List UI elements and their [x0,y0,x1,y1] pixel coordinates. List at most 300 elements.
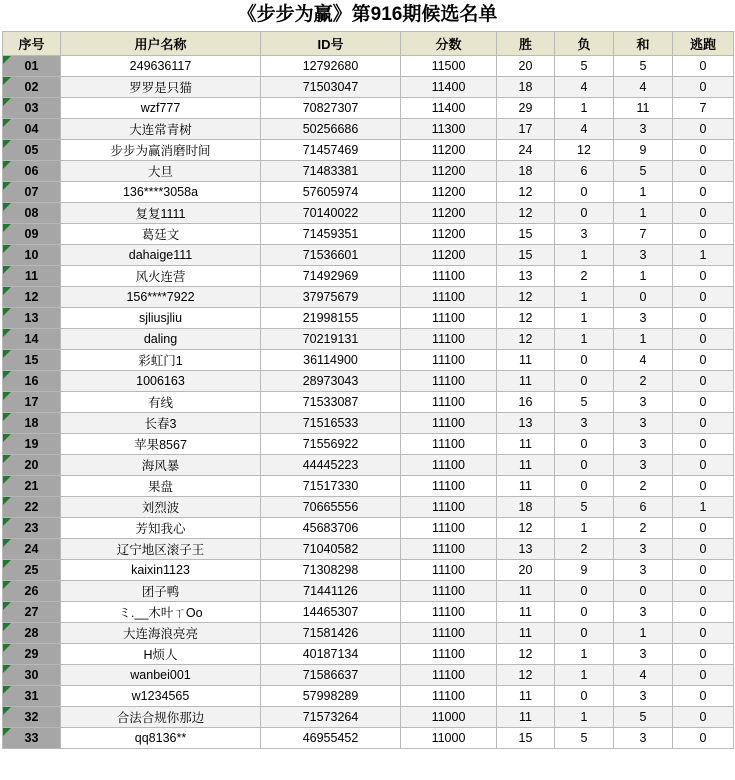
cell-wins: 12 [497,329,555,350]
cell-draws: 3 [614,728,673,749]
page-title: 《步步为赢》第916期候选名单 [237,4,498,25]
cell-wins: 12 [497,644,555,665]
cell-flees: 0 [673,182,734,203]
cell-rank: 19 [3,434,61,455]
cell-losses: 5 [555,497,614,518]
table-row [3,329,734,350]
corner-marker-icon [3,539,11,547]
cell-score: 11100 [401,602,497,623]
table-row [3,602,734,623]
column-header-username: 用户名称 [61,32,261,56]
table-row [3,560,734,581]
table-row [3,581,734,602]
cell-score: 11100 [401,308,497,329]
corner-marker-icon [3,707,11,715]
cell-wins: 11 [497,434,555,455]
cell-losses: 0 [555,350,614,371]
cell-draws: 9 [614,140,673,161]
cell-draws: 7 [614,224,673,245]
cell-username: H烦人 [61,644,261,665]
cell-id: 50256686 [261,119,401,140]
cell-flees: 0 [673,203,734,224]
corner-marker-icon [3,371,11,379]
cell-username: 1006163 [61,371,261,392]
cell-flees: 1 [673,497,734,518]
cell-username: 步步为赢消磨时间 [61,140,261,161]
cell-score: 11100 [401,518,497,539]
cell-flees: 0 [673,308,734,329]
cell-id: 71556922 [261,434,401,455]
cell-username: dahaige111 [61,245,261,266]
cell-username: 果盘 [61,476,261,497]
cell-rank: 06 [3,161,61,182]
cell-wins: 11 [497,350,555,371]
cell-rank: 11 [3,266,61,287]
cell-rank: 28 [3,623,61,644]
cell-rank: 09 [3,224,61,245]
corner-marker-icon [3,644,11,652]
cell-username: wanbei001 [61,665,261,686]
cell-losses: 4 [555,77,614,98]
cell-rank: 26 [3,581,61,602]
cell-draws: 3 [614,686,673,707]
cell-rank: 15 [3,350,61,371]
cell-score: 11100 [401,476,497,497]
cell-rank: 25 [3,560,61,581]
cell-draws: 2 [614,518,673,539]
cell-rank: 07 [3,182,61,203]
corner-marker-icon [3,518,11,526]
cell-draws: 3 [614,392,673,413]
cell-losses: 4 [555,119,614,140]
cell-losses: 0 [555,623,614,644]
cell-username: 长春3 [61,413,261,434]
cell-losses: 2 [555,539,614,560]
cell-score: 11300 [401,119,497,140]
cell-losses: 5 [555,392,614,413]
cell-flees: 0 [673,161,734,182]
cell-flees: 0 [673,56,734,77]
cell-wins: 13 [497,266,555,287]
table-row [3,644,734,665]
cell-id: 70665556 [261,497,401,518]
cell-flees: 0 [673,581,734,602]
corner-marker-icon [3,308,11,316]
cell-id: 71308298 [261,560,401,581]
cell-wins: 24 [497,140,555,161]
cell-id: 46955452 [261,728,401,749]
corner-marker-icon [3,98,11,106]
corner-marker-icon [3,329,11,337]
cell-wins: 11 [497,623,555,644]
column-header-id: ID号 [261,32,401,56]
cell-losses: 1 [555,518,614,539]
cell-id: 71483381 [261,161,401,182]
cell-wins: 12 [497,665,555,686]
cell-id: 71536601 [261,245,401,266]
cell-flees: 0 [673,371,734,392]
cell-score: 11100 [401,350,497,371]
cell-flees: 0 [673,455,734,476]
cell-username: 156****7922 [61,287,261,308]
cell-flees: 1 [673,245,734,266]
corner-marker-icon [3,287,11,295]
cell-wins: 11 [497,476,555,497]
cell-id: 70219131 [261,329,401,350]
cell-id: 57998289 [261,686,401,707]
cell-username: wzf777 [61,98,261,119]
cell-id: 28973043 [261,371,401,392]
corner-marker-icon [3,560,11,568]
cell-draws: 1 [614,203,673,224]
cell-losses: 0 [555,455,614,476]
cell-username: ミ.__木叶ㄒOo [61,602,261,623]
cell-flees: 0 [673,707,734,728]
cell-flees: 0 [673,77,734,98]
cell-wins: 15 [497,224,555,245]
cell-flees: 7 [673,98,734,119]
cell-losses: 1 [555,287,614,308]
column-header-draws: 和 [614,32,673,56]
cell-score: 11100 [401,287,497,308]
cell-rank: 31 [3,686,61,707]
table-row [3,518,734,539]
cell-rank: 18 [3,413,61,434]
column-header-rank: 序号 [3,32,61,56]
cell-username: 136****3058a [61,182,261,203]
cell-wins: 13 [497,539,555,560]
cell-draws: 2 [614,476,673,497]
cell-flees: 0 [673,623,734,644]
cell-id: 70827307 [261,98,401,119]
cell-draws: 2 [614,371,673,392]
cell-id: 57605974 [261,182,401,203]
cell-flees: 0 [673,434,734,455]
cell-losses: 1 [555,245,614,266]
cell-flees: 0 [673,518,734,539]
cell-flees: 0 [673,665,734,686]
corner-marker-icon [3,182,11,190]
column-header-losses: 负 [555,32,614,56]
cell-username: 罗罗是只猫 [61,77,261,98]
cell-id: 70140022 [261,203,401,224]
cell-wins: 15 [497,245,555,266]
table-row [3,392,734,413]
cell-wins: 11 [497,707,555,728]
cell-wins: 12 [497,203,555,224]
corner-marker-icon [3,56,11,64]
cell-flees: 0 [673,350,734,371]
table-row [3,224,734,245]
cell-username: 辽宁地区滚子王 [61,539,261,560]
cell-flees: 0 [673,602,734,623]
corner-marker-icon [3,623,11,631]
cell-wins: 12 [497,518,555,539]
cell-username: 大旦 [61,161,261,182]
corner-marker-icon [3,434,11,442]
cell-score: 11200 [401,203,497,224]
cell-username: 芳知我心 [61,518,261,539]
cell-username: qq8136** [61,728,261,749]
cell-flees: 0 [673,287,734,308]
cell-score: 11000 [401,707,497,728]
table-row [3,77,734,98]
cell-score: 11400 [401,98,497,119]
cell-score: 11000 [401,728,497,749]
cell-rank: 17 [3,392,61,413]
cell-username: 海风暴 [61,455,261,476]
cell-draws: 3 [614,245,673,266]
cell-wins: 13 [497,413,555,434]
table-row [3,413,734,434]
cell-draws: 4 [614,350,673,371]
cell-rank: 14 [3,329,61,350]
corner-marker-icon [3,686,11,694]
table-row [3,476,734,497]
cell-score: 11100 [401,686,497,707]
cell-rank: 05 [3,140,61,161]
cell-draws: 3 [614,119,673,140]
cell-id: 71581426 [261,623,401,644]
corner-marker-icon [3,161,11,169]
cell-username: 刘烈波 [61,497,261,518]
cell-wins: 18 [497,161,555,182]
table-row [3,266,734,287]
cell-losses: 9 [555,560,614,581]
cell-wins: 16 [497,392,555,413]
cell-draws: 1 [614,266,673,287]
cell-username: 彩虹门1 [61,350,261,371]
cell-wins: 18 [497,497,555,518]
cell-draws: 3 [614,455,673,476]
corner-marker-icon [3,77,11,85]
table-row [3,308,734,329]
cell-draws: 0 [614,287,673,308]
cell-flees: 0 [673,119,734,140]
corner-marker-icon [3,203,11,211]
corner-marker-icon [3,455,11,463]
cell-username: 葛廷文 [61,224,261,245]
cell-rank: 22 [3,497,61,518]
cell-draws: 3 [614,644,673,665]
cell-losses: 3 [555,224,614,245]
cell-losses: 6 [555,161,614,182]
cell-score: 11100 [401,455,497,476]
cell-score: 11500 [401,56,497,77]
cell-losses: 1 [555,308,614,329]
cell-losses: 1 [555,665,614,686]
cell-losses: 1 [555,644,614,665]
cell-score: 11200 [401,140,497,161]
table-row [3,539,734,560]
cell-username: daling [61,329,261,350]
cell-rank: 01 [3,56,61,77]
cell-id: 21998155 [261,308,401,329]
cell-id: 71492969 [261,266,401,287]
cell-wins: 29 [497,98,555,119]
cell-draws: 3 [614,602,673,623]
cell-id: 45683706 [261,518,401,539]
cell-losses: 0 [555,203,614,224]
cell-wins: 12 [497,308,555,329]
cell-flees: 0 [673,686,734,707]
cell-draws: 3 [614,539,673,560]
cell-flees: 0 [673,392,734,413]
candidate-table [2,31,734,749]
corner-marker-icon [3,665,11,673]
cell-draws: 11 [614,98,673,119]
cell-losses: 1 [555,98,614,119]
cell-draws: 3 [614,434,673,455]
corner-marker-icon [3,413,11,421]
cell-rank: 29 [3,644,61,665]
cell-flees: 0 [673,266,734,287]
cell-draws: 3 [614,308,673,329]
cell-username: 249636117 [61,56,261,77]
table-row [3,56,734,77]
cell-id: 71503047 [261,77,401,98]
cell-wins: 20 [497,56,555,77]
table-row [3,203,734,224]
cell-username: 大连海浪亮亮 [61,623,261,644]
cell-draws: 3 [614,560,673,581]
corner-marker-icon [3,728,11,736]
cell-score: 11200 [401,182,497,203]
cell-wins: 17 [497,119,555,140]
cell-rank: 21 [3,476,61,497]
cell-losses: 12 [555,140,614,161]
cell-username: 风火连营 [61,266,261,287]
cell-score: 11100 [401,497,497,518]
cell-flees: 0 [673,140,734,161]
cell-losses: 0 [555,371,614,392]
table-row [3,287,734,308]
table-row [3,434,734,455]
cell-score: 11100 [401,623,497,644]
corner-marker-icon [3,581,11,589]
corner-marker-icon [3,224,11,232]
cell-losses: 1 [555,329,614,350]
column-header-score: 分数 [401,32,497,56]
cell-wins: 20 [497,560,555,581]
cell-username: 复复1111 [61,203,261,224]
cell-draws: 6 [614,497,673,518]
table-row [3,98,734,119]
cell-losses: 0 [555,434,614,455]
cell-score: 11100 [401,560,497,581]
cell-score: 11100 [401,434,497,455]
cell-losses: 0 [555,476,614,497]
cell-rank: 13 [3,308,61,329]
cell-rank: 04 [3,119,61,140]
corner-marker-icon [3,350,11,358]
cell-rank: 02 [3,77,61,98]
cell-score: 11400 [401,77,497,98]
cell-id: 40187134 [261,644,401,665]
table-row [3,455,734,476]
cell-flees: 0 [673,728,734,749]
cell-rank: 24 [3,539,61,560]
cell-rank: 33 [3,728,61,749]
cell-losses: 1 [555,707,614,728]
cell-draws: 4 [614,77,673,98]
corner-marker-icon [3,602,11,610]
cell-id: 71441126 [261,581,401,602]
cell-score: 11100 [401,371,497,392]
cell-score: 11100 [401,581,497,602]
cell-score: 11100 [401,413,497,434]
cell-losses: 3 [555,413,614,434]
cell-flees: 0 [673,413,734,434]
table-row [3,497,734,518]
cell-draws: 5 [614,56,673,77]
table-row [3,686,734,707]
cell-losses: 0 [555,686,614,707]
cell-id: 71516533 [261,413,401,434]
cell-score: 11100 [401,665,497,686]
table-body [3,56,734,749]
cell-rank: 03 [3,98,61,119]
table-row [3,182,734,203]
table-row [3,140,734,161]
corner-marker-icon [3,266,11,274]
table-row [3,161,734,182]
cell-draws: 4 [614,665,673,686]
cell-rank: 10 [3,245,61,266]
cell-draws: 3 [614,413,673,434]
corner-marker-icon [3,497,11,505]
cell-wins: 11 [497,371,555,392]
cell-id: 71040582 [261,539,401,560]
cell-draws: 1 [614,182,673,203]
cell-flees: 0 [673,476,734,497]
cell-rank: 32 [3,707,61,728]
cell-id: 71517330 [261,476,401,497]
cell-id: 71573264 [261,707,401,728]
cell-score: 11100 [401,644,497,665]
cell-rank: 16 [3,371,61,392]
cell-flees: 0 [673,329,734,350]
table-header-row [3,32,734,56]
corner-marker-icon [3,245,11,253]
cell-score: 11100 [401,392,497,413]
cell-username: 团子鸭 [61,581,261,602]
cell-score: 11100 [401,539,497,560]
cell-draws: 1 [614,329,673,350]
table-row [3,119,734,140]
cell-flees: 0 [673,539,734,560]
table-row [3,245,734,266]
cell-id: 71457469 [261,140,401,161]
cell-wins: 11 [497,686,555,707]
cell-wins: 12 [497,182,555,203]
corner-marker-icon [3,476,11,484]
corner-marker-icon [3,392,11,400]
cell-rank: 20 [3,455,61,476]
cell-losses: 0 [555,581,614,602]
cell-losses: 5 [555,728,614,749]
cell-id: 37975679 [261,287,401,308]
cell-score: 11100 [401,266,497,287]
column-header-flees: 逃跑 [673,32,734,56]
cell-wins: 11 [497,581,555,602]
cell-flees: 0 [673,644,734,665]
table-row [3,665,734,686]
cell-id: 14465307 [261,602,401,623]
corner-marker-icon [3,140,11,148]
cell-score: 11200 [401,224,497,245]
column-header-wins: 胜 [497,32,555,56]
